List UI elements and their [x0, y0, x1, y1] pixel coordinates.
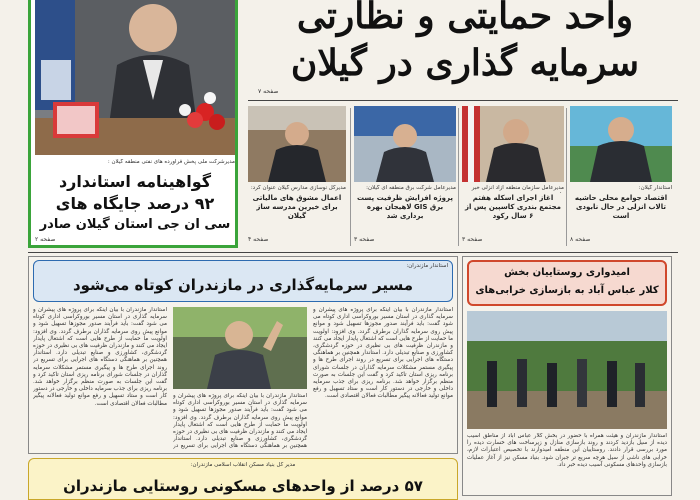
- bottom-story-kicker: مدیر کل بنیاد مسکن انقلاب اسلامی مازندران:: [190, 462, 296, 468]
- thumb-story-2-title: آغاز اجرای اسکله هفتم مجتمع بندری کاسپین پس از ۶ سال رکود: [465, 194, 561, 220]
- right-feature-kicker: امیدواری روستاییان بخش: [504, 267, 630, 278]
- mazandaran-title-box: [33, 260, 453, 302]
- mazandaran-kicker: استاندار مازندران:: [406, 263, 448, 269]
- left-feature-title-line3: سی ان جی استان گیلان صادر: [39, 217, 231, 232]
- thumb-story-1-kicker: استاندار گیلان:: [638, 185, 672, 191]
- lead-headline-line2: سرمایه گذاری در گیلان: [290, 42, 640, 84]
- left-feature-page-ref: صفحه ۲: [35, 236, 56, 243]
- thumb-story-3-title: پروژه افزایش ظرفیت پست برق GIS لاهیجان بهره برداری شد: [356, 194, 454, 220]
- thumb-story-2-photo: [462, 106, 564, 182]
- thumb-story-4-page-ref: صفحه ۴: [248, 236, 269, 243]
- thumb-divider-3: [350, 108, 351, 246]
- thumb-story-4: [248, 106, 346, 248]
- thumb-story-3-kicker: مدیرعامل شرکت برق منطقه ای گیلان:: [366, 185, 456, 191]
- mazandaran-body-middle: استاندار مازندران با بیان اینکه برای پروژه های پیشران و سرمایه گذاری در استان مسیر بوروکراسی اداری کوتاه می شود گفت: باید فرآیند صدور مجوزها تسهیل شود و موانع پیش روی سرمایه گذاران برطرف گردد. وی افزود: اولویت ما حمایت از طرح هایی است که اشتغال پایدار ایجاد می کنند و مازندران ظرفیت های بی نظیری در حوزه گردشگری، کشاورزی و صنایع تبدیلی دارد. استاندار همچنین بر هماهنگی دستگاه های اجرایی برای تسریع در: [173, 393, 307, 449]
- mazandaran-photo: [173, 307, 307, 389]
- mazandaran-story: [28, 256, 458, 454]
- right-feature-title-box: [467, 260, 667, 306]
- lead-headline-line1: واحد حمایتی و نظارتی: [296, 0, 634, 37]
- thumb-story-2-page-ref: صفحه ۳: [462, 236, 483, 243]
- lead-page-ref: صفحه ۷: [258, 88, 279, 95]
- official-at-desk-image: [35, 0, 235, 155]
- mazandaran-body-left: استاندار مازندران با بیان اینکه برای پروژه های پیشران و سرمایه گذاری در استان مسیر بوروکراسی اداری کوتاه می شود گفت: باید فرآیند صدور مجوزها تسهیل شود و موانع پیش روی سرمایه گذاران برطرف گردد. وی افزود: اولویت ما حمایت از طرح هایی است که اشتغال پایدار ایجاد می کنند و مازندران ظرفیت های بی نظیری در حوزه گردشگری، کشاورزی و صنایع تبدیلی دارد. استاندار همچنین بر هماهنگی دستگاه های اجرایی برای تسریع در روند اجرای طرح ها و پیگیری مستمر مشکلات سرمایه گذاران در جلسات شورای برنامه ریزی استان تاکید کرد و گفت این جلسات به صورت منظم برگزار خواهد شد. برنامه ریزی برای جذب سرمایه داخلی و خارجی در دستور کار است و ستاد تسهیل و رفع موانع تولید فعالانه پیگیر مطالبات فعالان اقتصادی است.: [33, 307, 167, 407]
- thumb-story-4-title: اعمال مشوق های مالیاتی برای خیرین مدرسه ساز گیلان: [252, 194, 342, 220]
- mazandaran-title: مسیر سرمایه‌گذاری در مازندران کوتاه می‌شود: [72, 276, 414, 294]
- thumb-divider-2: [458, 108, 459, 246]
- thumb-divider-1: [566, 108, 567, 246]
- bottom-story: [28, 458, 458, 500]
- left-feature-title-line2: ۹۲ درصد جایگاه های: [55, 194, 215, 213]
- thumb-story-3-page-ref: صفحه ۳: [354, 236, 375, 243]
- right-feature-body: استاندار مازندران و هیئت همراه با حضور در بخش کلار عباس آباد از مناطق آسیب دیده از سیل بازدید کردند و روند بازسازی منازل و زیرساخت های خسارت دیده را مورد بررسی قرار دادند. روستاییان این منطقه امیدوارند با تخصیص اعتبارات لازم، خرابی های ناشی از سیل هرچه سریع تر جبران شود. بنیاد مسکن نیز از آغاز عملیات بازسازی واحدهای مسکونی آسیب دیده خبر داد.: [467, 433, 667, 468]
- right-feature: [462, 256, 672, 496]
- thumb-story-4-kicker: مدیرکل نوسازی مدارس گیلان عنوان کرد:: [250, 185, 346, 191]
- lead-divider: [248, 100, 678, 101]
- bottom-story-title: ۵۷ درصد از واحدهای مسکونی روستایی مازندران: [63, 477, 423, 495]
- thumb-story-1: [570, 106, 672, 248]
- thumb-story-3-photo: [354, 106, 456, 182]
- thumb-story-1-page-ref: صفحه ۸: [570, 236, 591, 243]
- thumb-story-2-kicker: مدیرعامل سازمان منطقه آزاد انزلی خبر: [471, 185, 564, 191]
- left-feature-title-line1: گواهینامه استاندارد: [58, 172, 212, 191]
- thumb-story-1-photo: [570, 106, 672, 182]
- row-divider: [28, 252, 678, 253]
- thumb-story-2: [462, 106, 564, 248]
- thumb-story-1-title: اقتصاد جوامع محلی حاشیه تالاب انزلی در حال نابودی است: [574, 194, 668, 220]
- right-feature-photo: [467, 311, 667, 429]
- left-feature-photo: [35, 0, 235, 155]
- mazandaran-body-right: استاندار مازندران با بیان اینکه برای پروژه های پیشران و سرمایه گذاری در استان مسیر بوروکراسی اداری کوتاه می شود گفت: باید فرآیند صدور مجوزها تسهیل شود و موانع پیش روی سرمایه گذاران برطرف گردد. وی افزود: اولویت ما حمایت از طرح هایی است که اشتغال پایدار ایجاد می کنند و مازندران ظرفیت های بی نظیری در حوزه گردشگری، کشاورزی و صنایع تبدیلی دارد. استاندار همچنین بر هماهنگی دستگاه های اجرایی برای تسریع در روند اجرای طرح ها و پیگیری مستمر مشکلات سرمایه گذاران در جلسات شورای برنامه ریزی استان تاکید کرد و گفت این جلسات به صورت منظم برگزار خواهد شد. برنامه ریزی برای جذب سرمایه داخلی و خارجی در دستور کار است و ستاد تسهیل و رفع موانع تولید فعالانه پیگیر مطالبات فعالان اقتصادی است.: [313, 307, 453, 400]
- left-feature-box: [28, 0, 238, 248]
- right-feature-title: کلار عباس آباد به بازسازی خرابی‌های: [475, 285, 659, 296]
- left-feature-kicker: مدیرشرکت ملی پخش فرآورده های نفتی منطقه گیلان :: [107, 159, 235, 165]
- thumb-story-4-photo: [248, 106, 346, 182]
- thumb-story-3: [354, 106, 456, 248]
